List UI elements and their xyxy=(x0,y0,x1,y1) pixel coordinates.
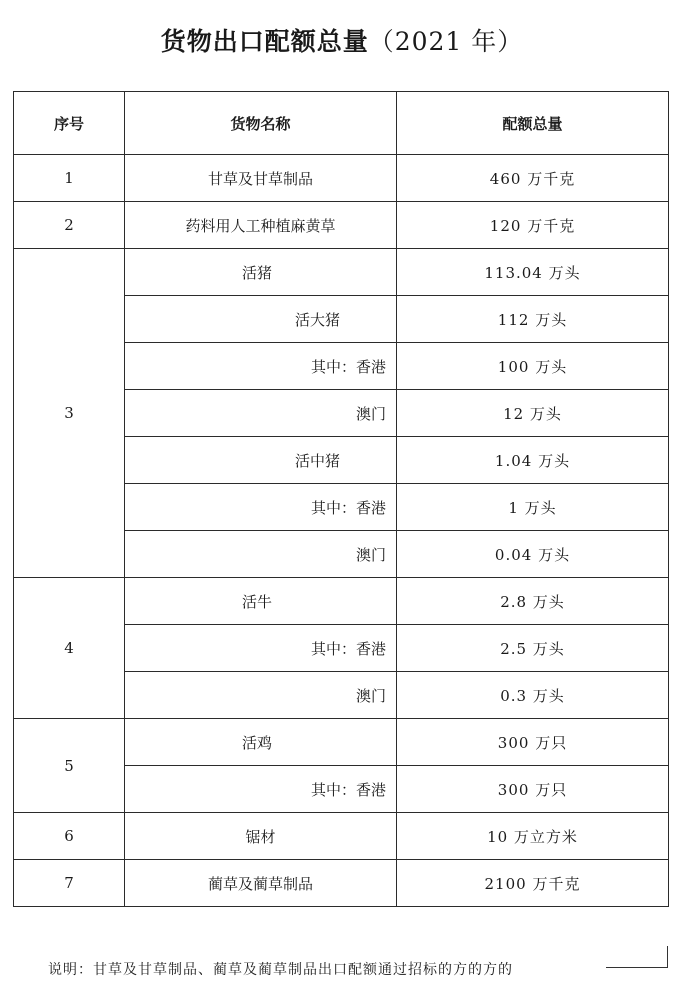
row-name: 药料用人工种植麻黄草 xyxy=(125,202,397,249)
row-name: 其中：香港 xyxy=(125,625,397,672)
title-year: （2021 年） xyxy=(368,27,524,56)
row-total: 1 万头 xyxy=(397,484,669,531)
row-name: 活牛 xyxy=(125,578,397,625)
row-no: 4 xyxy=(14,578,125,719)
header-name: 货物名称 xyxy=(125,92,397,155)
row-name: 其中：香港 xyxy=(125,343,397,390)
row-name: 甘草及甘草制品 xyxy=(125,155,397,202)
row-total: 100 万头 xyxy=(397,343,669,390)
title-main: 货物出口配额总量 xyxy=(160,27,369,56)
row-name: 澳门 xyxy=(125,531,397,578)
cut-tick xyxy=(667,946,668,967)
row-total: 2100 万千克 xyxy=(397,860,669,907)
row-no: 6 xyxy=(14,813,125,860)
row-no: 7 xyxy=(14,860,125,907)
table-row xyxy=(14,578,669,625)
header-total: 配额总量 xyxy=(397,92,669,155)
page-title xyxy=(0,22,684,58)
row-no: 5 xyxy=(14,719,125,813)
row-name: 活中猪 xyxy=(125,437,397,484)
row-total: 112 万头 xyxy=(397,296,669,343)
row-name: 其中：香港 xyxy=(125,766,397,813)
row-total: 2.8 万头 xyxy=(397,578,669,625)
row-no: 2 xyxy=(14,202,125,249)
table-header-row xyxy=(14,92,669,155)
header-no: 序号 xyxy=(14,92,125,155)
row-name: 蔺草及蔺草制品 xyxy=(125,860,397,907)
row-total: 300 万只 xyxy=(397,719,669,766)
row-total: 300 万只 xyxy=(397,766,669,813)
row-no: 3 xyxy=(14,249,125,578)
table-row xyxy=(14,155,669,202)
row-name: 活鸡 xyxy=(125,719,397,766)
row-name: 澳门 xyxy=(125,672,397,719)
table-row xyxy=(14,813,669,860)
row-name: 澳门 xyxy=(125,390,397,437)
row-name: 活猪 xyxy=(125,249,397,296)
row-name: 其中：香港 xyxy=(125,484,397,531)
row-name: 锯材 xyxy=(125,813,397,860)
table-row xyxy=(14,719,669,766)
footnote: 说明：甘草及甘草制品、蔺草及蔺草制品出口配额通过招标的方的方的 xyxy=(48,962,513,978)
row-total: 1.04 万头 xyxy=(397,437,669,484)
row-total: 0.04 万头 xyxy=(397,531,669,578)
row-total: 460 万千克 xyxy=(397,155,669,202)
row-total: 10 万立方米 xyxy=(397,813,669,860)
table-row xyxy=(14,249,669,296)
row-total: 12 万头 xyxy=(397,390,669,437)
row-name: 活大猪 xyxy=(125,296,397,343)
row-no: 1 xyxy=(14,155,125,202)
row-total: 120 万千克 xyxy=(397,202,669,249)
row-total: 0.3 万头 xyxy=(397,672,669,719)
table-row xyxy=(14,202,669,249)
row-total: 113.04 万头 xyxy=(397,249,669,296)
cut-line xyxy=(606,967,668,968)
table-row xyxy=(14,860,669,907)
quota-table xyxy=(13,91,669,907)
row-total: 2.5 万头 xyxy=(397,625,669,672)
